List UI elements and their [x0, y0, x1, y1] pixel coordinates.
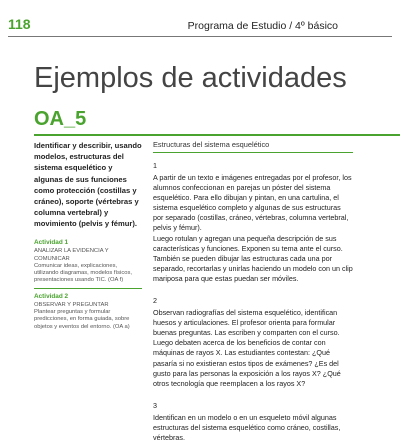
page-title: Ejemplos de actividades [34, 62, 347, 94]
left-column [34, 140, 142, 331]
skill-label: ANALIZAR LA EVIDENCIA Y COMUNICAR [34, 247, 109, 262]
activity-number: 3 [153, 400, 157, 410]
skill-description: Plantear preguntas y formular predicciones, en forma guiada, sobre objetos y eventos del entorno. (OA a) [34, 308, 130, 330]
section-title: Estructuras del sistema esquelético [153, 140, 270, 149]
activity-text: Luego rotulan y agregan una pequeña descripción de sus características y funciones. Exponen su tema ante el curso. También se pueden dibujar las estructuras cada una por separado, recortarlas y unirlas haciendo un modelo con un clip mariposa para que estas puedan ser móviles. [153, 233, 353, 283]
program-header: Programa de Estudio / 4º básico [187, 20, 338, 32]
skill-block-2 [34, 292, 142, 331]
activity-number: 1 [153, 161, 157, 170]
activity-text: Identifican en un modelo o en un esqueleto móvil algunas estructuras del sistema esquelético como cráneo, costillas, vértebras. [153, 412, 341, 442]
activity-text: A partir de un texto e imágenes entregadas por el profesor, los alumnos confeccionan en parejas un póster del sistema esquelético. Para ello dibujan y pintan, en una cartulina, el sistema esquelético completo y algunas de sus estructuras por separado (costillas, cráneo, vértebras, columna vertebral, pelvis y fémur). [153, 173, 352, 233]
activity-text: Observan radiografías del sistema esquelético, identifican huesos y articulaciones. El profesor orienta para formular buenas preguntas. Las escriben y comparten con el curso. Luego debaten acerca de los beneficios de contar con máquinas de rayos X. Las estudiantes contestan: ¿Qué pasaría si no existieran estos tipos de exámenes? ¿Es del gusto para las personas la exposición a los rayos X? ¿Qué otros tecnología que reemplacen a los rayos X? [153, 308, 341, 388]
skill-description: Comunicar ideas, explicaciones, utilizando diagramas, modelos físicos, presentaciones usando TIC. (OA f) [34, 262, 132, 284]
skill-heading: Actividad 2 [34, 292, 69, 300]
learning-objective: Identificar y describir, usando modelos, estructuras del sistema esquelético y algunas de sus funciones como protección (costillas y cráneo), soporte (vértebras y columna vertebral) y movimiento (pelvis y fémur). [34, 141, 142, 229]
header-divider [8, 36, 392, 37]
section-divider [153, 152, 353, 153]
right-column [153, 140, 353, 443]
skill-heading: Actividad 1 [34, 238, 69, 246]
skill-label: OBSERVAR Y PREGUNTAR [34, 301, 109, 308]
skill-divider [34, 288, 142, 289]
activity-number: 2 [153, 296, 157, 306]
page-number: 118 [8, 16, 31, 32]
oa-code: OA_5 [34, 108, 87, 130]
oa-divider [34, 134, 400, 136]
skill-block-1 [34, 238, 142, 285]
